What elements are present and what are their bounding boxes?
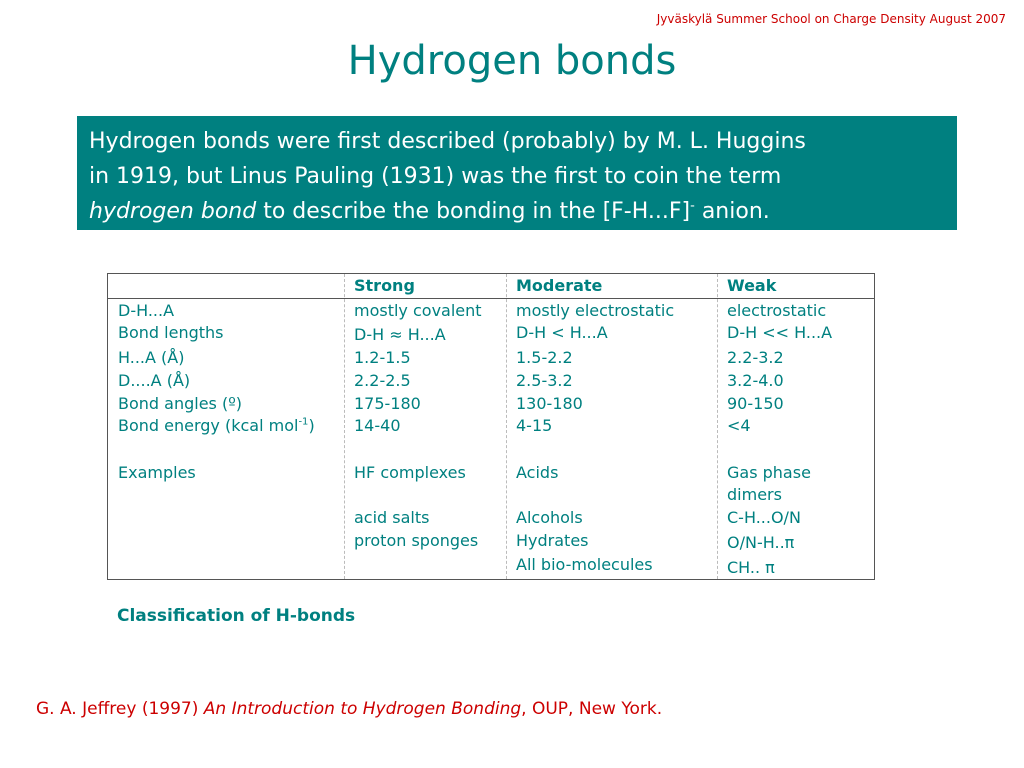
cell-weak: C-H...O/N bbox=[727, 508, 801, 527]
cell-strong: HF complexes bbox=[354, 463, 466, 482]
header-moderate: Moderate bbox=[516, 276, 603, 295]
cell-moderate: 1.5-2.2 bbox=[516, 348, 573, 367]
cell-moderate: Hydrates bbox=[516, 531, 589, 550]
intro-line-3 bbox=[89, 194, 945, 229]
hbond-classification-table bbox=[107, 273, 875, 580]
cell-weak: Gas phase bbox=[727, 463, 811, 482]
row-label: Bond lengths bbox=[118, 323, 224, 342]
cell-strong: 1.2-1.5 bbox=[354, 348, 411, 367]
cell-weak: O/N-H..π bbox=[727, 533, 795, 552]
cell-weak: CH.. π bbox=[727, 558, 775, 577]
cell-weak: 90-150 bbox=[727, 394, 784, 413]
cell-moderate: D-H < H...A bbox=[516, 323, 608, 342]
cell-weak: dimers bbox=[727, 485, 782, 504]
cell-strong: mostly covalent bbox=[354, 301, 482, 320]
reference bbox=[36, 699, 662, 719]
intro-line-1: Hydrogen bonds were first described (probably) by M. L. Huggins bbox=[89, 129, 806, 154]
intro-line-2: in 1919, but Linus Pauling (1931) was the first to coin the term bbox=[89, 164, 782, 189]
slide-title: Hydrogen bonds bbox=[347, 38, 677, 84]
row-label: Bond angles (º) bbox=[118, 394, 242, 413]
row-label: D....A (Å) bbox=[118, 371, 191, 390]
reference-book-title: An Introduction to Hydrogen Bonding bbox=[203, 699, 522, 719]
cell-moderate: 2.5-3.2 bbox=[516, 371, 573, 390]
cell-strong: 14-40 bbox=[354, 416, 401, 435]
header-weak: Weak bbox=[727, 276, 777, 295]
intro-line-3-end: anion. bbox=[694, 199, 770, 224]
reference-publisher: , OUP, New York. bbox=[521, 699, 663, 719]
cell-moderate: mostly electrostatic bbox=[516, 301, 675, 320]
row-label-exponent: -1 bbox=[298, 416, 309, 428]
header-strong: Strong bbox=[354, 276, 415, 295]
cell-weak: D-H << H...A bbox=[727, 323, 833, 342]
cell-strong: 175-180 bbox=[354, 394, 421, 413]
row-label bbox=[118, 416, 315, 436]
cell-moderate: 130-180 bbox=[516, 394, 583, 413]
cell-moderate: 4-15 bbox=[516, 416, 553, 435]
column-divider bbox=[717, 274, 718, 579]
table-caption: Classification of H-bonds bbox=[117, 606, 356, 626]
cell-strong: D-H ≈ H...A bbox=[354, 325, 446, 344]
cell-moderate: Acids bbox=[516, 463, 559, 482]
cell-weak: <4 bbox=[727, 416, 751, 435]
intro-term: hydrogen bond bbox=[89, 199, 257, 224]
row-label: H...A (Å) bbox=[118, 348, 185, 367]
intro-box bbox=[77, 116, 957, 230]
row-label-close: ) bbox=[308, 416, 315, 435]
header-note: Jyväskylä Summer School on Charge Density August 2007 bbox=[656, 12, 1006, 26]
intro-line-3-text: to describe the bonding in the [F-H...F] bbox=[256, 199, 691, 224]
cell-weak: 2.2-3.2 bbox=[727, 348, 784, 367]
row-label: D-H...A bbox=[118, 301, 175, 320]
cell-weak: 3.2-4.0 bbox=[727, 371, 784, 390]
row-label-text: Bond energy (kcal mol bbox=[118, 416, 299, 435]
intro-anion-charge: - bbox=[690, 198, 695, 214]
cell-moderate: All bio-molecules bbox=[516, 555, 653, 574]
cell-strong: acid salts bbox=[354, 508, 430, 527]
cell-strong: proton sponges bbox=[354, 531, 479, 550]
column-divider bbox=[344, 274, 345, 579]
cell-strong: 2.2-2.5 bbox=[354, 371, 411, 390]
column-divider bbox=[506, 274, 507, 579]
cell-moderate: Alcohols bbox=[516, 508, 583, 527]
reference-author: G. A. Jeffrey (1997) bbox=[36, 699, 204, 719]
cell-weak: electrostatic bbox=[727, 301, 827, 320]
row-label: Examples bbox=[118, 463, 196, 482]
